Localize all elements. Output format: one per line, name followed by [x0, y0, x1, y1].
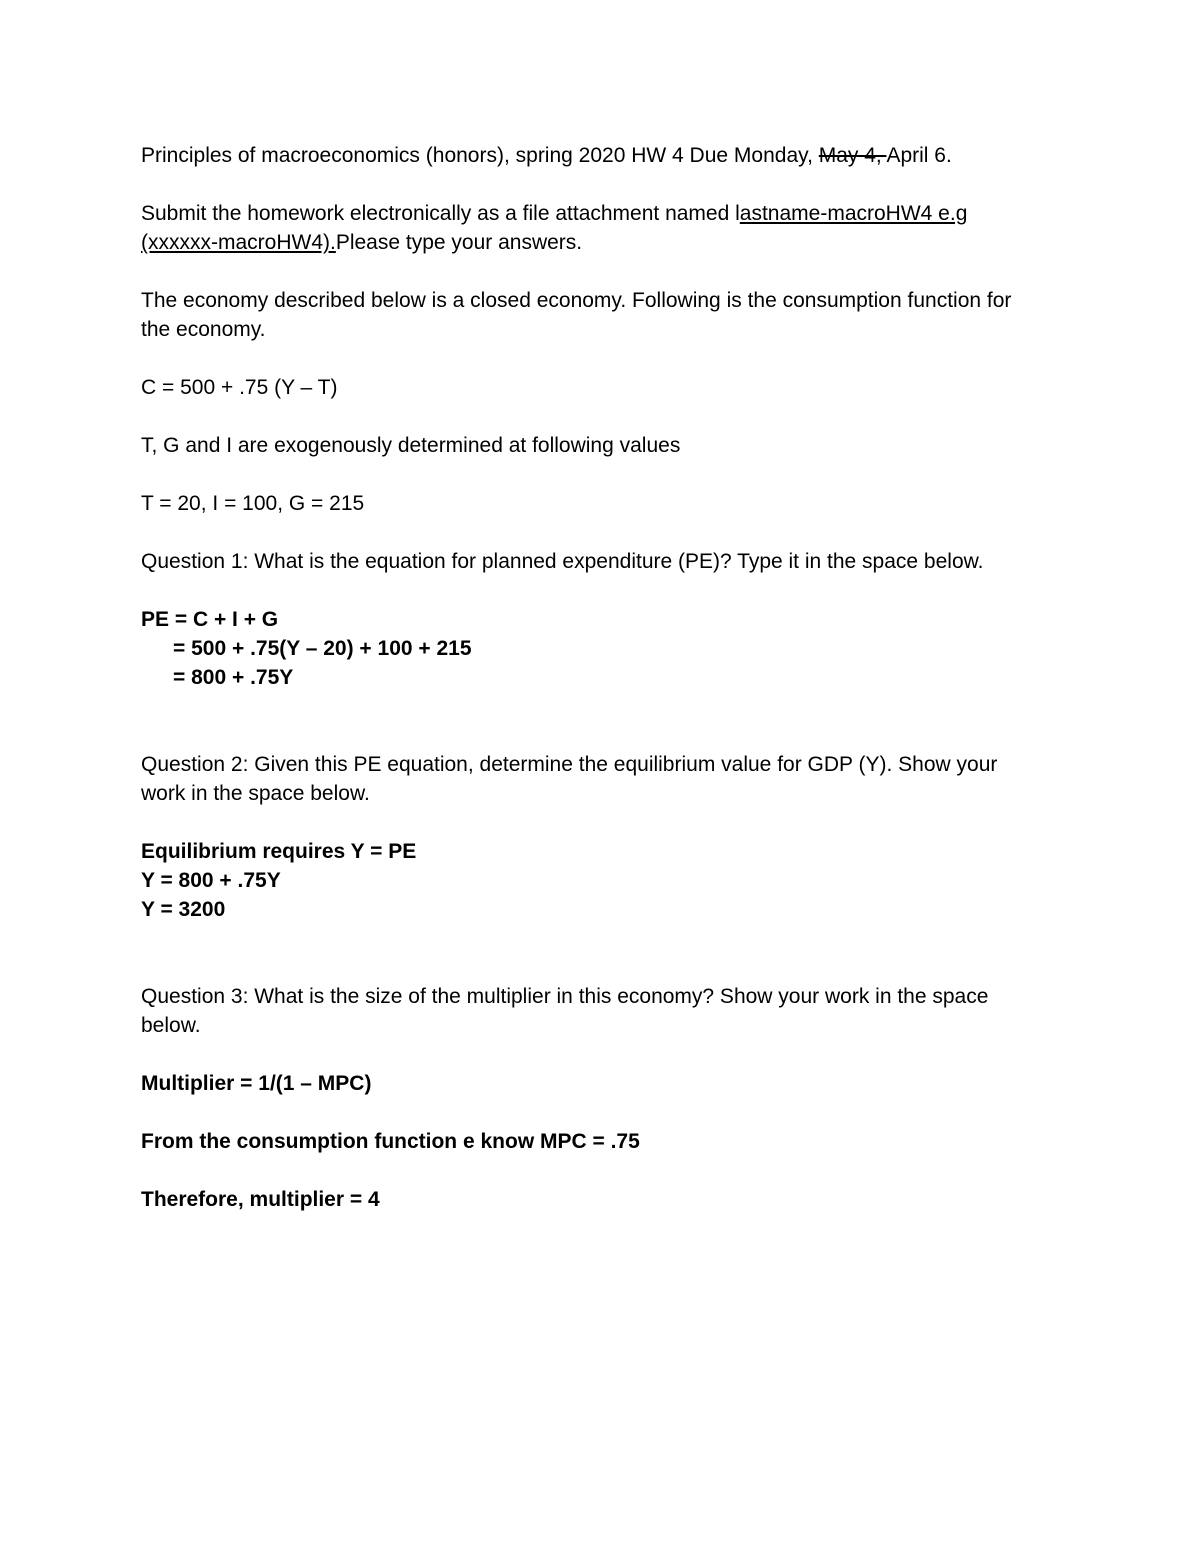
question-1-prompt: Question 1: What is the equation for planned expenditure (PE)? Type it in the space below.	[141, 550, 984, 573]
submission-line-1	[141, 199, 1056, 228]
header-line	[141, 141, 1056, 170]
question-1-answer-line: = 800 + .75Y	[173, 666, 294, 689]
submission-line-2	[141, 228, 1056, 257]
intro-line-1: The economy described below is a closed economy. Following is the consumption function for	[141, 289, 1012, 312]
exogenous-note: T, G and I are exogenously determined at following values	[141, 434, 681, 457]
submission-prefix: Submit the homework electronically as a file attachment named l	[141, 202, 740, 225]
question-3-prompt: below.	[141, 1014, 201, 1037]
submission-suffix: Please type your answers.	[335, 231, 583, 254]
new-due-date: April 6.	[886, 144, 952, 167]
exogenous-values: T = 20, I = 100, G = 215	[141, 492, 365, 515]
filename-example-2: (xxxxxx-macroHW4).	[141, 231, 336, 254]
question-2-prompt: work in the space below.	[141, 782, 370, 805]
question-1-answer-line: = 500 + .75(Y – 20) + 100 + 215	[173, 637, 472, 660]
question-3-answer-line: Therefore, multiplier = 4	[141, 1188, 380, 1211]
question-2-answer-line: Equilibrium requires Y = PE	[141, 840, 417, 863]
header-title: Principles of macroeconomics (honors), spring 2020 HW 4 Due Monday,	[141, 144, 819, 167]
intro-line-2: the economy.	[141, 318, 266, 341]
filename-example-1: astname-macroHW4 e.g	[739, 202, 968, 225]
document-body	[141, 141, 1056, 1214]
question-2-answer-line: Y = 800 + .75Y	[141, 869, 281, 892]
consumption-function: C = 500 + .75 (Y – T)	[141, 376, 338, 399]
question-3-answer-line: From the consumption function e know MPC = .75	[141, 1130, 640, 1153]
question-2-answer-line: Y = 3200	[141, 898, 226, 921]
struck-date: May 4,	[818, 144, 887, 167]
question-3-prompt: Question 3: What is the size of the multiplier in this economy? Show your work in the space	[141, 985, 989, 1008]
question-3-answer-line: Multiplier = 1/(1 – MPC)	[141, 1072, 372, 1095]
question-2-prompt: Question 2: Given this PE equation, determine the equilibrium value for GDP (Y). Show your	[141, 753, 998, 776]
question-1-answer-line: PE = C + I + G	[141, 608, 279, 631]
